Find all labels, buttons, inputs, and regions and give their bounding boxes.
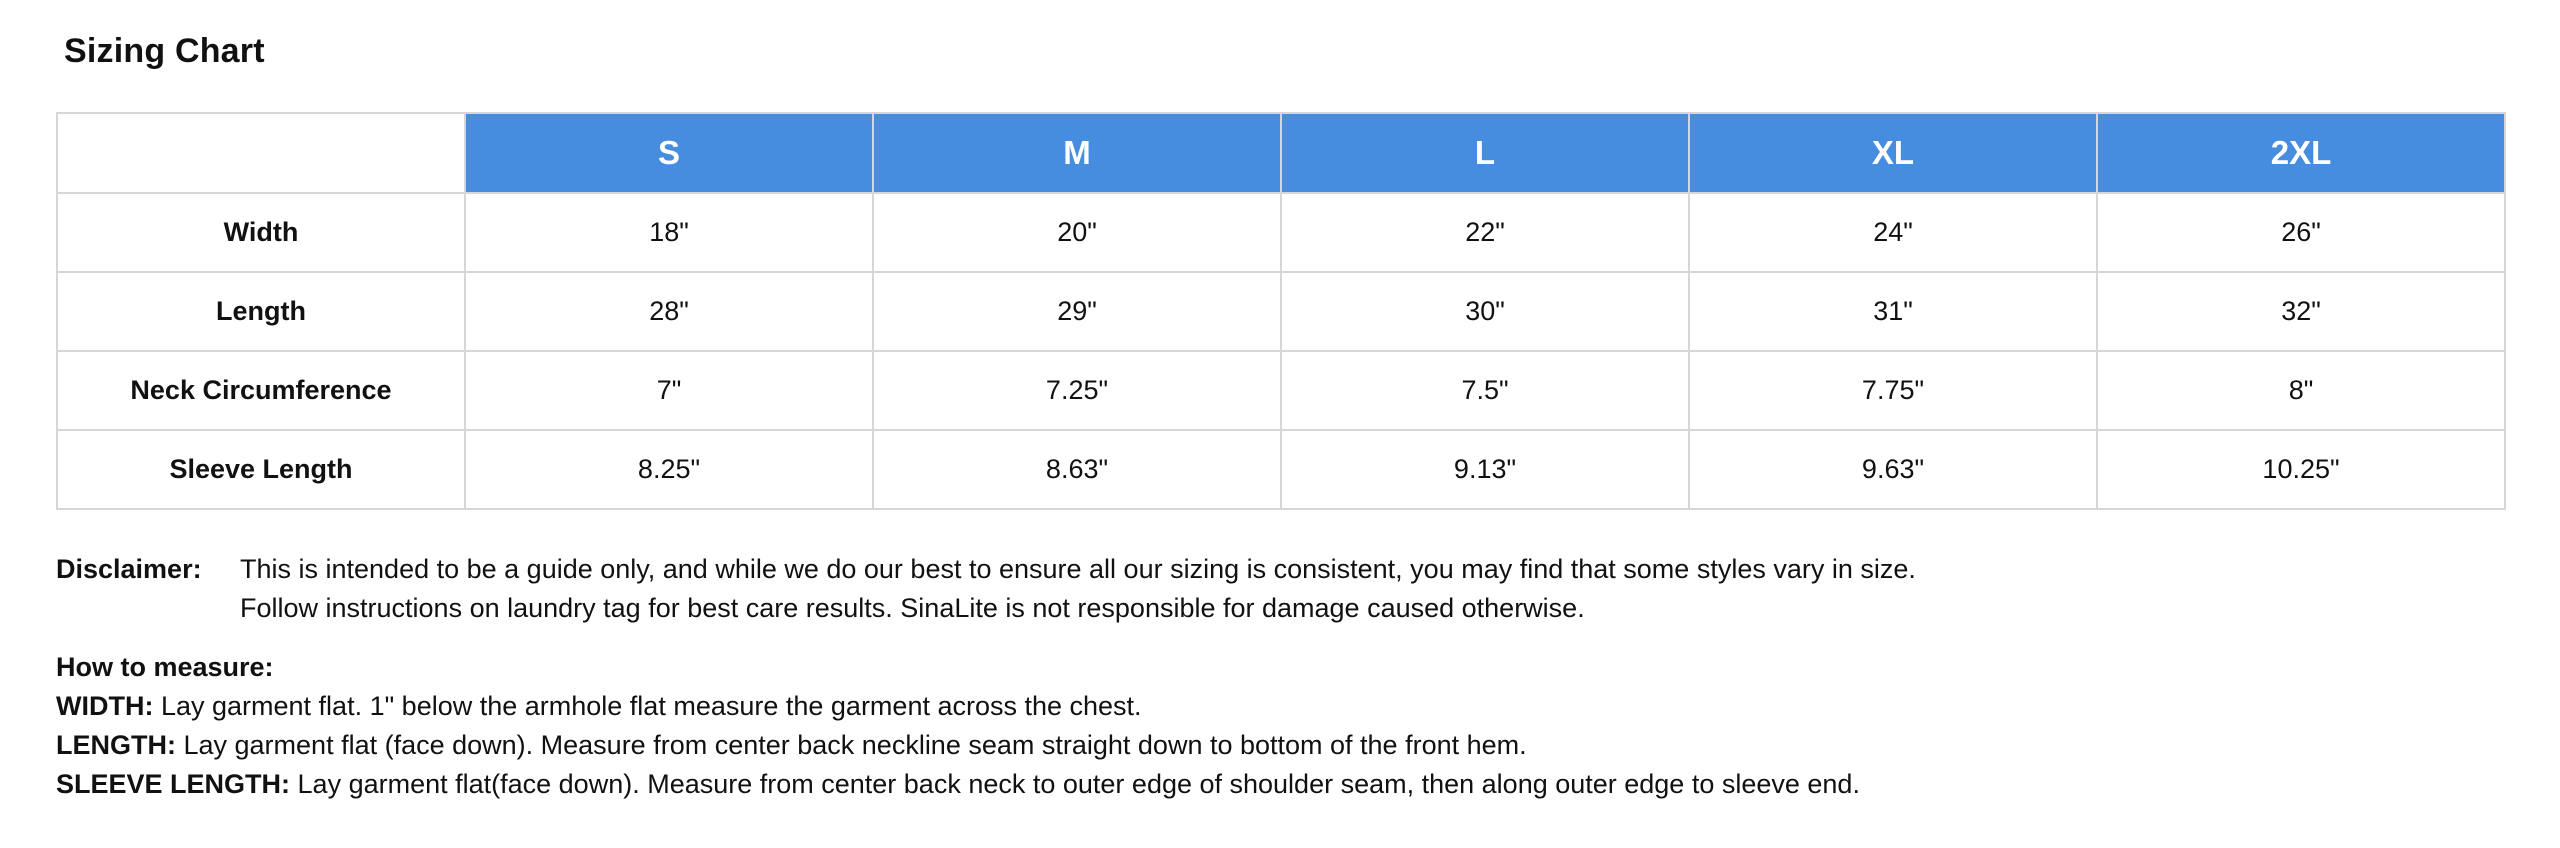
page-title: Sizing Chart (64, 32, 265, 70)
row-label-neck-circumference: Neck Circumference (57, 351, 465, 430)
size-header-xl: XL (1689, 113, 2097, 193)
table-corner-cell (57, 113, 465, 193)
table-cell: 10.25" (2097, 430, 2505, 509)
table-cell: 18" (465, 193, 873, 272)
measure-instruction-sleeve-length (56, 765, 2496, 804)
table-row-width (57, 193, 2505, 272)
table-cell: 7.5" (1281, 351, 1689, 430)
table-cell: 29" (873, 272, 1281, 351)
row-label-sleeve-length: Sleeve Length (57, 430, 465, 509)
disclaimer-label: Disclaimer: (56, 554, 202, 584)
table-row-neck-circumference (57, 351, 2505, 430)
table-cell: 8" (2097, 351, 2505, 430)
table-cell: 7.75" (1689, 351, 2097, 430)
disclaimer-line-1: This is intended to be a guide only, and while we do our best to ensure all our sizing is consistent, you may find that some styles vary in size. (240, 554, 1916, 584)
table-cell: 26" (2097, 193, 2505, 272)
table-cell: 7" (465, 351, 873, 430)
table-cell: 8.63" (873, 430, 1281, 509)
measure-text: Lay garment flat. 1" below the armhole flat measure the garment across the chest. (153, 691, 1142, 721)
table-cell: 32" (2097, 272, 2505, 351)
how-to-measure-section (56, 648, 2496, 804)
how-to-measure-heading-text: How to measure: (56, 652, 274, 682)
table-cell: 30" (1281, 272, 1689, 351)
sizing-table (56, 112, 2506, 510)
disclaimer-line-2: Follow instructions on laundry tag for best care results. SinaLite is not responsible for damage caused otherwise. (240, 593, 1585, 623)
table-cell: 9.13" (1281, 430, 1689, 509)
measure-text: Lay garment flat (face down). Measure from center back neckline seam straight down to bottom of the front hem. (175, 730, 1527, 760)
table-cell: 9.63" (1689, 430, 2097, 509)
measure-text: Lay garment flat(face down). Measure from center back neck to outer edge of shoulder seam, then along outer edge to sleeve end. (290, 769, 1860, 799)
measure-term: WIDTH: (56, 691, 154, 721)
size-header-l: L (1281, 113, 1689, 193)
table-header-row (57, 113, 2505, 193)
measure-term: SLEEVE LENGTH: (56, 769, 291, 799)
table-cell: 24" (1689, 193, 2097, 272)
size-header-2xl: 2XL (2097, 113, 2505, 193)
measure-instruction-width (56, 687, 2496, 726)
disclaimer-text (240, 550, 2490, 628)
table-cell: 28" (465, 272, 873, 351)
table-cell: 7.25" (873, 351, 1281, 430)
row-label-length: Length (57, 272, 465, 351)
table-cell: 8.25" (465, 430, 873, 509)
table-row-sleeve-length (57, 430, 2505, 509)
row-label-width: Width (57, 193, 465, 272)
table-cell: 31" (1689, 272, 2097, 351)
size-header-m: M (873, 113, 1281, 193)
table-cell: 20" (873, 193, 1281, 272)
measure-term: LENGTH: (56, 730, 176, 760)
table-cell: 22" (1281, 193, 1689, 272)
measure-instruction-length (56, 726, 2496, 765)
size-header-s: S (465, 113, 873, 193)
table-row-length (57, 272, 2505, 351)
how-to-measure-heading (56, 648, 2496, 687)
